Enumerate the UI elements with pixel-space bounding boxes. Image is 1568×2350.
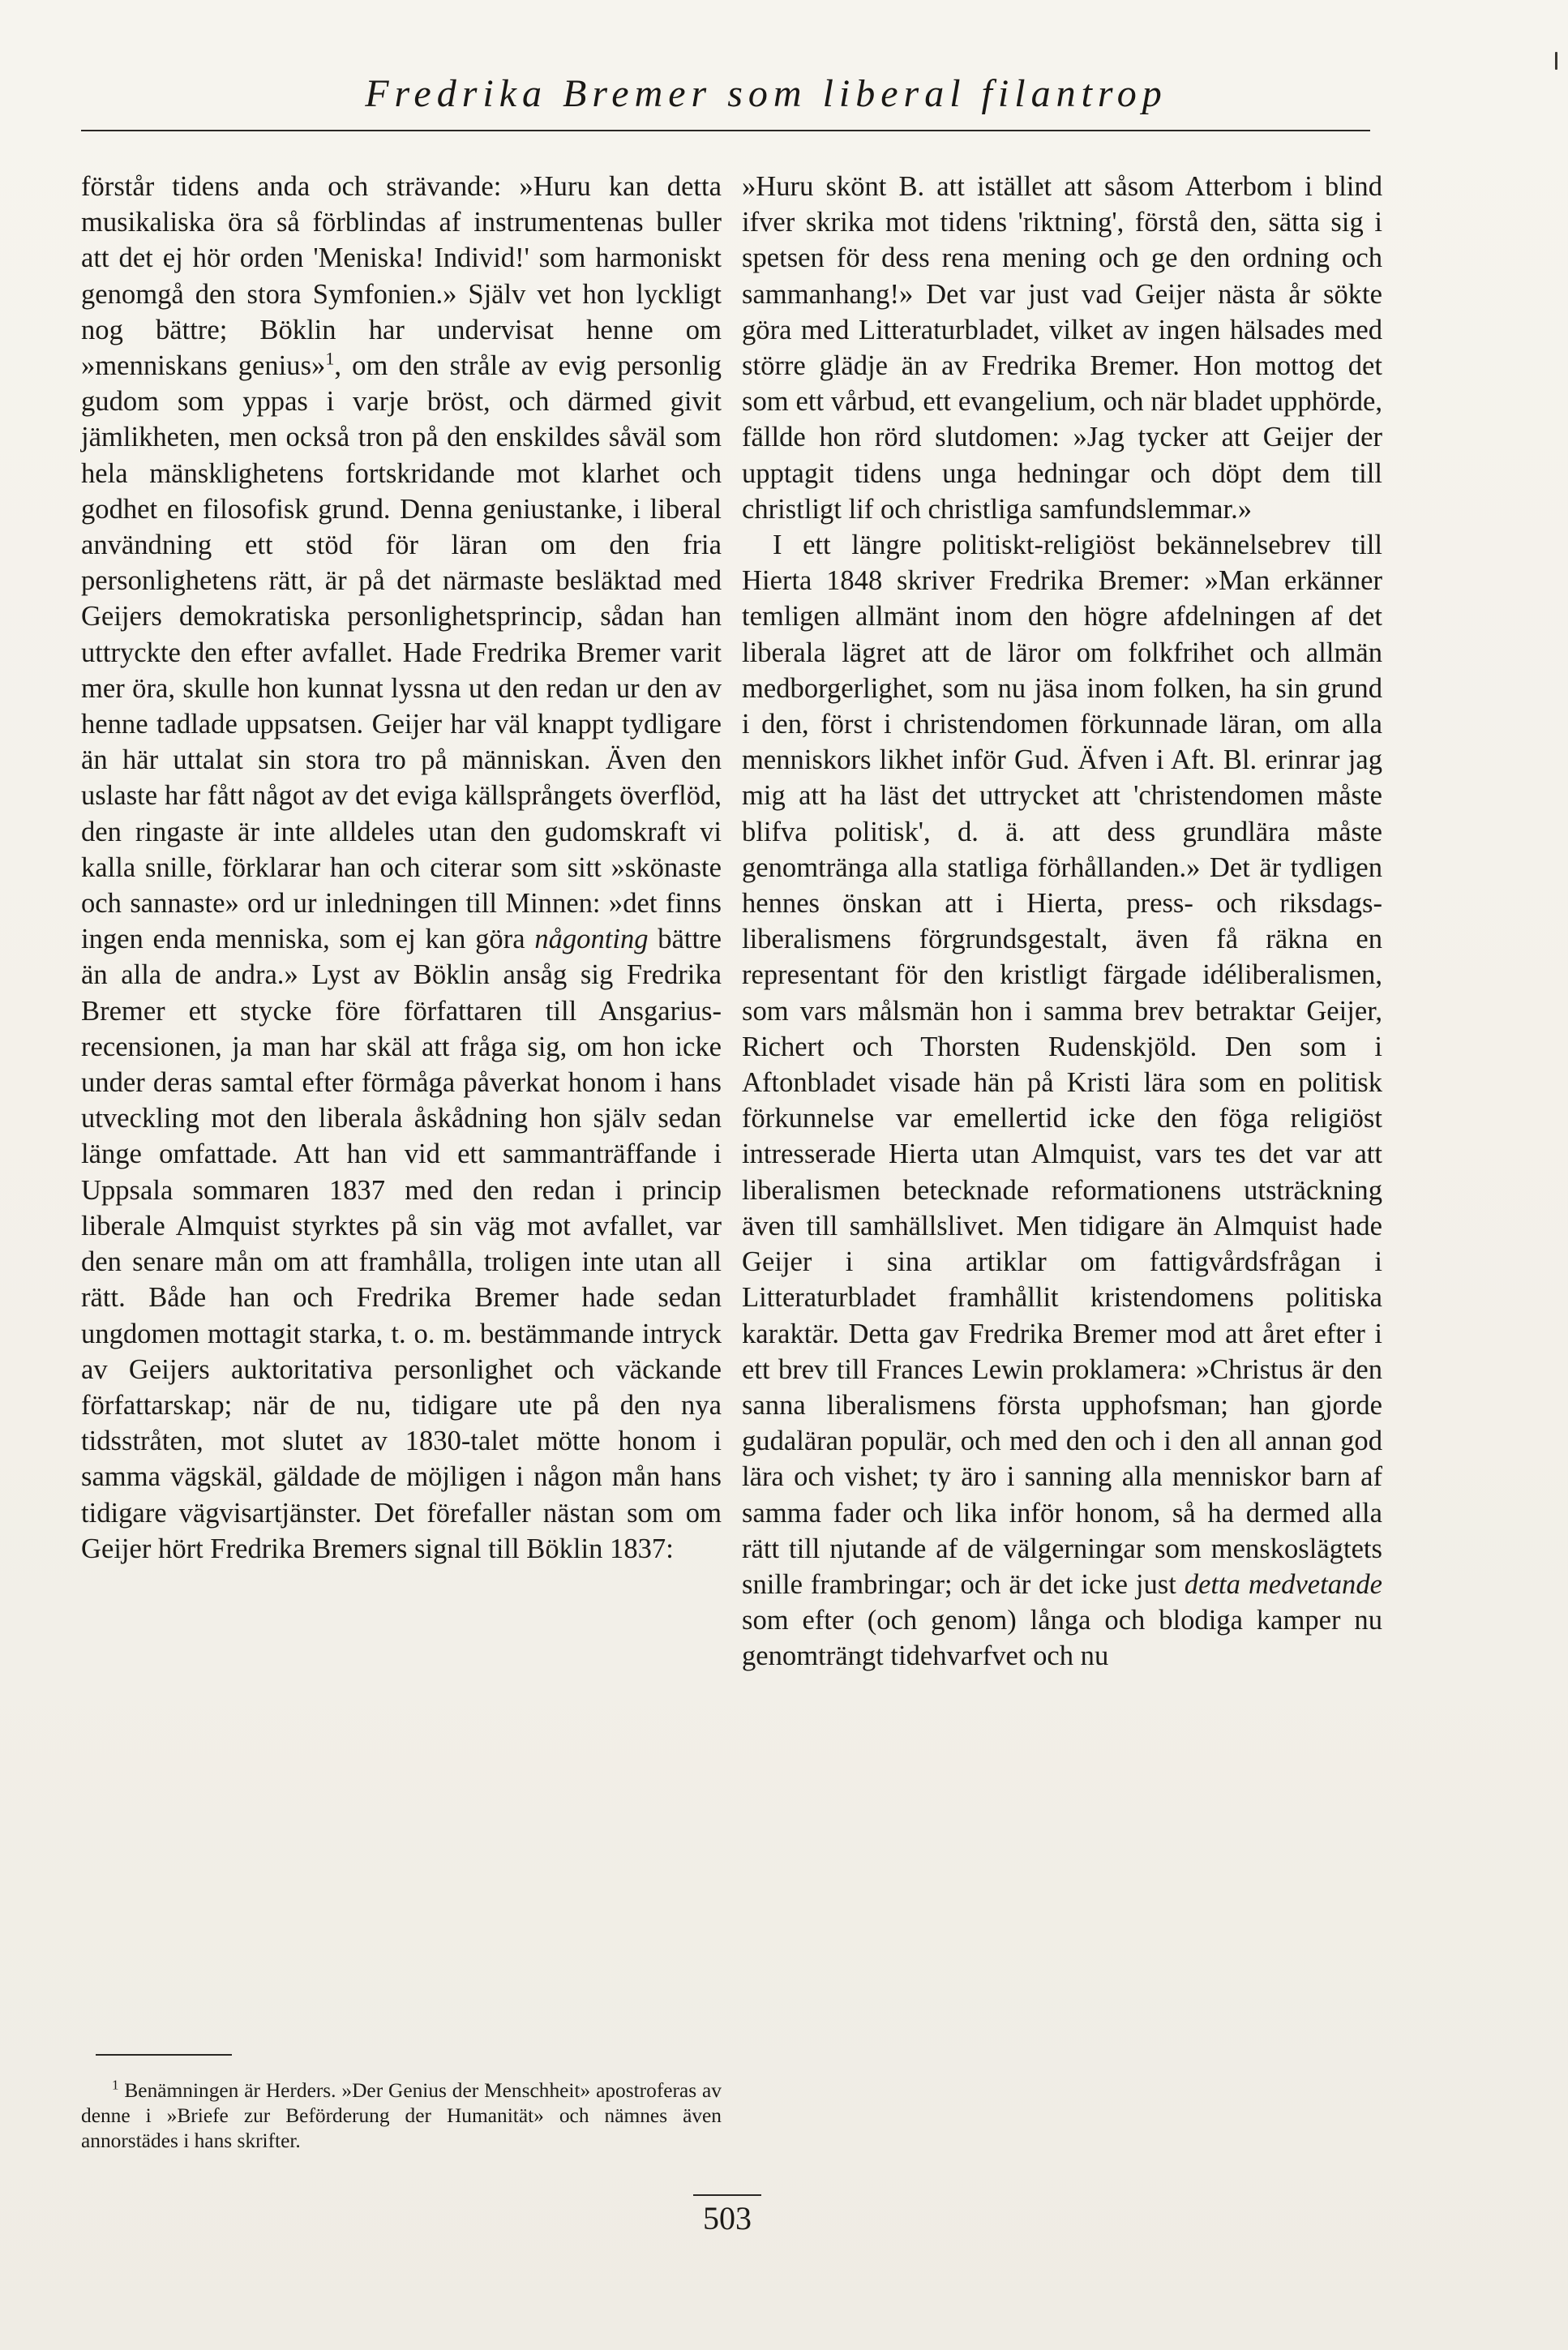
footnote-rule (96, 2054, 232, 2056)
page-number-rule (693, 2194, 761, 2196)
page-number: 503 (703, 2200, 752, 2236)
left-paragraph (81, 169, 722, 1567)
header-rule (81, 130, 1370, 131)
binding-mark (1555, 52, 1557, 70)
left-text-b: , om den stråle av evig personlig gudom som yppas i varje bröst, och därmed givit jämlikheten, men också tron på den enskildes såväl som hela mänsklighetens fortskridande mot klarhet och godhet en filosofisk grund. Denna geniustanke, i liberal användning ett stöd för läran om den fria personlighetens rätt, är på det närmaste besläktad med Geijers demokratiska personlighetsprincip, sådan han uttryckte den efter avfallet. Hade Fredrika Bremer varit mer öra, skulle hon kunnat lyssna ut den redan ur den av henne tadlade uppsatsen. Geijer har väl knappt tydligare än här uttalat sin stora tro på människan. Även den uslaste har fått något av det eviga källsprångets överflöd, den ringaste är inte alldeles utan den gudomskraft vi kalla snille, förklarar han och citerar som sitt »skönaste och sannaste» ord ur inledningen till Minnen: »det finns ingen enda menniska, som ej kan göra (81, 350, 722, 955)
right-paragraph-1: »Huru skönt B. att istället att såsom Atterbom i blind ifver skrika mot tidens 'riktning', förstå den, sätta sig i spetsen för dess rena mening och ge den ordning och sammanhang!» Det var just vad Geijer nästa år sökte göra med Litteraturbladet, vilket av ingen hälsades med större glädje än av Fredrika Bremer. Hon mottog det som ett vårbud, ett evangelium, och när bladet upphörde, fällde hon rörd slutdomen: »Jag tycker att Geijer der upptagit tidens unga hedningar och döpt dem till christligt lif och christliga samfundslemmar.» (742, 171, 1382, 525)
footnote (81, 2078, 722, 2153)
left-text-a: förstår tidens anda och strävande: »Huru kan detta musikaliska öra så förblindas af instrumentenas buller att det ej hör orden 'Meniska! Individ!' som harmoniskt genomgå den stora Symfonien.» Själv vet hon lyckligt nog bättre; Böklin har undervisat henne om »menniskans genius» (81, 171, 722, 382)
right-column (742, 169, 1382, 1675)
right-text-b: som efter (och genom) långa och blodiga kamper nu genomträngt tidehvarfvet och nu (742, 1605, 1382, 1672)
right-paragraph-2 (742, 527, 1382, 1675)
left-text-c: bättre än alla de andra.» Lyst av Böklin ansåg sig Fredrika Bremer ett stycke före författaren till Ansgarius-recensionen, ja man har skäl att fråga sig, om hon icke under deras samtal efter förmåga påverkat honom i hans utveckling mot den liberala åskådning hon själv sedan länge omfattade. Att han vid ett sammanträffande i Uppsala sommaren 1837 med den redan i princip liberale Almquist styrktes på sin väg mot avfallet, var den senare mån om att framhålla, troligen inte utan all rätt. Både han och Fredrika Bremer hade sedan ungdomen mottagit starka, t. o. m. bestämmande intryck av Geijers auktoritativa personlighet och väckande författarskap; när de nu, tidigare ute på den nya tidsstråten, mot slutet av 1830-talet mötte honom i samma vägskäl, gäldade de möjligen i någon mån hans tidigare vägvisartjänster. Det förefaller nästan som om Geijer hört Fredrika Bremers signal till Böklin 1837: (81, 924, 722, 1564)
right-emphasis: detta medvetande (1184, 1568, 1382, 1600)
left-column (81, 169, 722, 1567)
footnote-ref: 1 (325, 348, 335, 369)
footnote-text: Benämningen är Herders. »Der Genius der Menschheit» apostroferas av denne i »Briefe zur Beförderung der Humanität» och nämnes även annorstädes i hans skrifter. (81, 2079, 722, 2152)
right-text-a: I ett längre politiskt-religiöst bekännelsebrev till Hierta 1848 skriver Fredrika Bremer: »Man erkänner temligen allmänt inom den högre afdelningen af det liberala lägret att de läror om folkfrihet och allmän medborgerlighet, som nu jäsa inom folken, ha sin grund i den, först i christendomen förkunnade läran, om alla menniskors likhet inför Gud. Äfven i Aft. Bl. erinrar jag mig att ha läst det uttrycket att 'christendomen måste blifva politisk', d. ä. att dess grundlära måste genomtränga alla statliga förhållanden.» Det är tydligen hennes önskan att i Hierta, press- och riksdags-liberalismens förgrundsgestalt, även få räkna en representant för den kristligt färgade idéliberalismen, som vars målsmän hon i samma brev betraktar Geijer, Richert och Thorsten Rudenskjöld. Den som i Aftonbladet visade hän på Kristi lära som en politisk förkunnelse var emellertid icke den föga religiöst intresserade Hierta utan Almquist, vars tes det var att liberalismen betecknade reformationens utsträckning även till samhällslivet. Men tidigare än Almquist hade Geijer i sina artiklar om fattigvårdsfrågan i Litteraturbladet framhållit kristendomens politiska karaktär. Detta gav Fredrika Bremer mod att året efter i ett brev till Frances Lewin proklamera: »Christus är den sanna liberalismens första upphofsman; han gjorde gudaläran populär, och med den och i den all annan god lära och vishet; ty äro i sanning alla menniskor barn af samma fader och lika inför honom, så ha dermed alla rätt till njutande af de välgerningar som menskoslägtets snille frambringar; och är det icke just (742, 530, 1382, 1600)
footnote-marker: 1 (112, 2077, 119, 2093)
running-head: Fredrika Bremer som liberal filantrop (365, 72, 1167, 115)
left-emphasis: någonting (534, 924, 649, 955)
